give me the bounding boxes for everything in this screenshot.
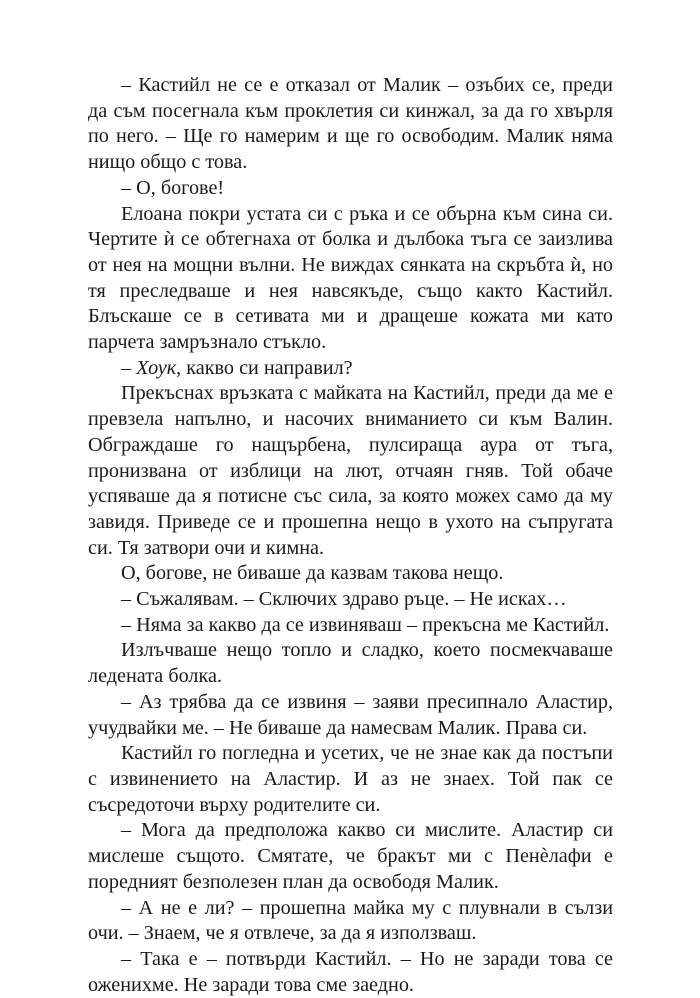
paragraph: Кастийл го погледна и усетих, че не знае как да постъпи с извинението на Аластир. И аз не знаех. Той пак се съсредоточи върху родителите си. (88, 742, 613, 816)
paragraph: – Така е – потвърди Кастийл. – Но не заради това се оженихме. Не заради това сме заедно. (88, 947, 613, 996)
paragraph: Излъчваше нещо топло и сладко, което посмекчаваше ледената болка. (88, 639, 613, 688)
book-page (88, 73, 613, 998)
paragraph: – О, богове! (121, 176, 225, 199)
paragraph: – Съжалявам. – Сключих здраво ръце. – Не исках… (121, 588, 567, 611)
paragraph-suffix: , какво си направил? (176, 356, 353, 379)
italic-name: Хоук (136, 356, 177, 379)
paragraph-prefix: – (121, 356, 137, 379)
paragraph-with-italic (88, 356, 613, 382)
paragraph: – Мога да предположа какво си мислите. Аластир си мислеше същото. Смятате, че бракът ми с Пенèлафи е поредният безполезен план да освободя Малик. (88, 819, 613, 893)
paragraph: – Кастийл не се е отказал от Малик – озъбих се, преди да съм посегнала към проклетия си кинжал, за да го хвърля по него. – Ще го намерим и ще го освободим. Малик няма нищо общо с това. (88, 74, 613, 174)
paragraph: – Няма за какво да се извиняваш – прекъсна ме Кастийл. (121, 613, 610, 636)
paragraph: – Аз трябва да се извиня – заяви пресипнало Аластир, учудвайки ме. – Не биваше да намесвам Малик. Права си. (88, 690, 613, 739)
paragraph: Прекъснах връзката с майката на Кастийл, преди да ме е превзела напълно, и насочих вниманието си към Валин. Обграждаше го нащърбена, пулсираща аура от тъга, пронизвана от изблици на лют, отчаян гняв. Той обаче успяваше да я потисне със сила, за която можех само да му завидя. Приведе се и прошепна нещо в ухото на съпругата си. Тя затвори очи и кимна. (88, 382, 613, 559)
paragraph: – А не е ли? – прошепна майка му с плувнали в сълзи очи. – Знаем, че я отвлече, за да я използваш. (88, 896, 613, 945)
paragraph: О, богове, не биваше да казвам такова нещо. (121, 562, 504, 585)
paragraph: Елоана покри устата си с ръка и се обърна към сина си. Чертите ѝ се обтегнаха от болка и дълбока тъга се заизлива от нея на мощни вълни. Не виждах сянката на скръбта ѝ, но тя преследваше и нея навсякъде, също както Кастийл. Блъскаше се в сетивата ми и дращеше кожата ми като парчета замръзнало стъкло. (88, 202, 613, 354)
